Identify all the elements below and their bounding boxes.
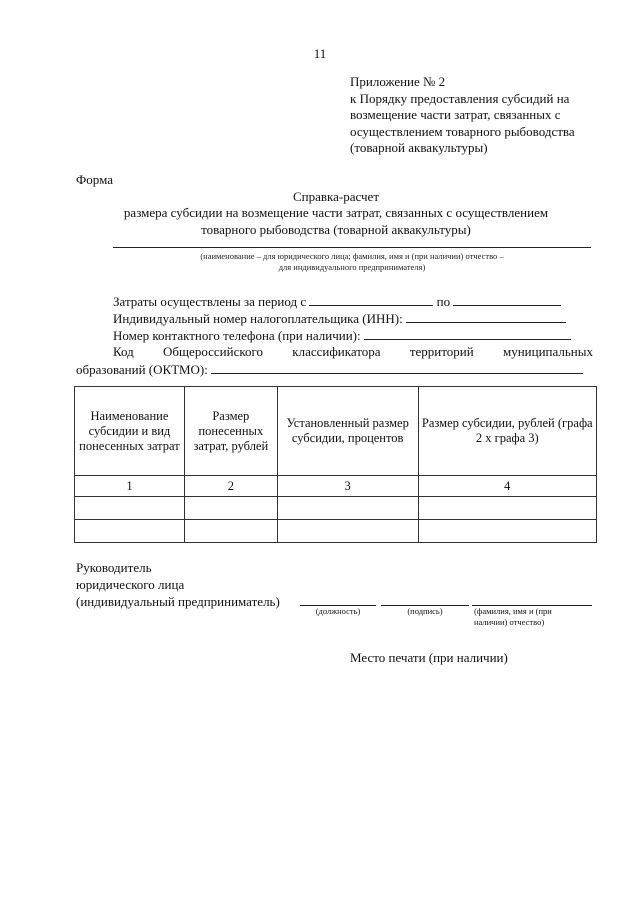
column-number: 4 <box>418 476 596 497</box>
full-name-hint-1: (фамилия, имя и (при <box>474 606 552 616</box>
appendix-line: осуществлением товарного рыбоводства <box>350 123 575 139</box>
period-label: Затраты осуществлены за период с <box>113 294 307 309</box>
phone-field <box>113 327 593 344</box>
table-cell[interactable] <box>75 497 185 520</box>
appendix-line: возмещение части затрат, связанных с <box>350 107 561 122</box>
name-hint-line-1: (наименование – для юридического лица; фамилия, имя и (при наличии) отчество – <box>200 251 504 261</box>
header-costs: Размер понесенных затрат, рублей <box>184 387 277 476</box>
column-number: 3 <box>277 476 418 497</box>
title-line-3: товарного рыбоводства (товарной аквакультуры) <box>201 221 471 237</box>
phone-label: Номер контактного телефона (при наличии): <box>113 328 361 343</box>
signature-field[interactable] <box>381 605 469 617</box>
oktmo-input[interactable] <box>211 361 583 374</box>
oktmo-word: Код <box>113 344 134 359</box>
inn-input[interactable] <box>406 310 566 323</box>
organization-name-hint <box>113 251 591 274</box>
table-cell[interactable] <box>277 497 418 520</box>
position-field[interactable] <box>300 605 376 617</box>
header-rate: Установленный размер субсидии, процентов <box>277 387 418 476</box>
appendix-line: к Порядку предоставления субсидий на <box>350 90 570 106</box>
appendix-header <box>350 74 600 157</box>
period-field <box>113 293 593 310</box>
column-number: 2 <box>184 476 277 497</box>
oktmo-word: территорий <box>409 344 474 359</box>
header-subsidy-amount: Размер субсидии, рублей (графа 2 х графа 3) <box>418 387 596 476</box>
subsidy-table <box>74 386 597 543</box>
stamp-place: Место печати (при наличии) <box>350 650 508 665</box>
title-line-1: Справка-расчет <box>292 189 380 204</box>
oktmo-label-line-1 <box>113 344 593 360</box>
appendix-line: (товарной аквакультуры) <box>350 140 488 155</box>
page-number: 11 <box>313 46 327 61</box>
oktmo-field <box>76 361 556 378</box>
table-row <box>75 497 597 520</box>
organization-name-line[interactable] <box>113 247 591 248</box>
phone-input[interactable] <box>364 327 571 340</box>
table-row <box>75 520 597 543</box>
oktmo-word: Общероссийского <box>163 344 264 359</box>
inn-label: Индивидуальный номер налогоплательщика (ИНН): <box>113 311 403 326</box>
appendix-line: Приложение № 2 <box>350 74 446 89</box>
name-hint-line-2: для индивидуального предпринимателя) <box>278 262 426 273</box>
title-line-2: размера субсидии на возмещение части затрат, связанных с осуществлением <box>123 205 549 221</box>
table-cell[interactable] <box>184 520 277 543</box>
signature-line-3: (индивидуальный предприниматель) <box>76 593 280 609</box>
full-name-hint-2: наличии) отчество) <box>474 617 545 628</box>
position-hint: (должность) <box>315 606 361 616</box>
period-to-label: по <box>436 294 451 309</box>
period-start-input[interactable] <box>309 293 433 306</box>
signature-block-label <box>76 560 280 611</box>
signature-line-1: Руководитель <box>76 560 152 575</box>
column-number: 1 <box>75 476 185 497</box>
table-cell[interactable] <box>418 497 596 520</box>
table-cell[interactable] <box>277 520 418 543</box>
header-subsidy-name: Наименование субсидии и вид понесенных затрат <box>75 387 185 476</box>
signature-line-2: юридического лица <box>76 576 185 592</box>
oktmo-label: образований (ОКТМО): <box>76 362 208 377</box>
table-header-row <box>75 387 597 476</box>
table-cell[interactable] <box>75 520 185 543</box>
table-cell[interactable] <box>184 497 277 520</box>
table-number-row <box>75 476 597 497</box>
period-end-input[interactable] <box>453 293 561 306</box>
inn-field <box>113 310 593 327</box>
form-label: Форма <box>76 172 113 187</box>
table-cell[interactable] <box>418 520 596 543</box>
oktmo-word: классификатора <box>292 344 381 359</box>
signature-hint: (подпись) <box>407 606 443 616</box>
oktmo-word: муниципальных <box>502 344 593 359</box>
document-title <box>76 189 596 238</box>
full-name-field[interactable] <box>472 605 592 629</box>
